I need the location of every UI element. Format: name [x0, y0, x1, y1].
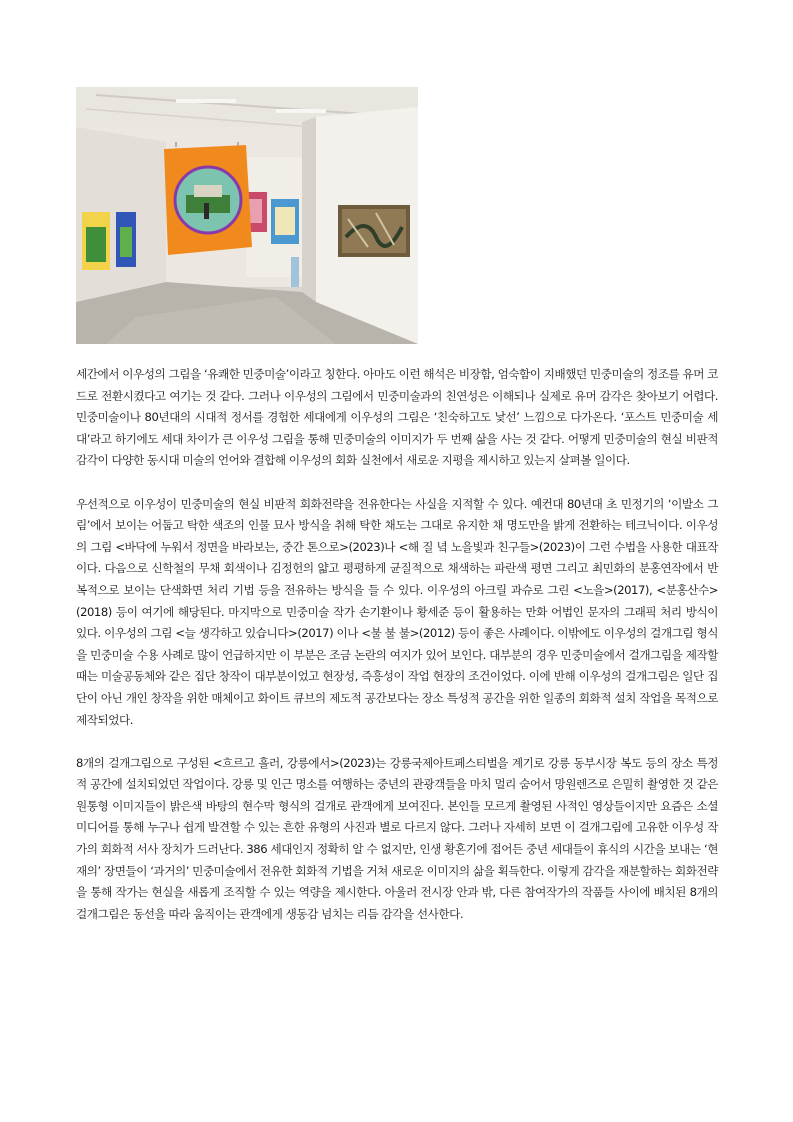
gallery-installation-illustration [76, 87, 418, 344]
paragraph-1: 세간에서 이우성의 그림을 ‘유쾌한 민중미술’이라고 칭한다. 아마도 이런 해석은 비장함, 엄숙함이 지배했던 민중미술의 정조를 유머 코드로 전환시켰다고 여기는 것 같다. 그러나 이우성의 그림에서 민중미술과의 친연성은 이해되나 실제로 유머 감각은 찾아보기 어렵다. 민중미술이나 80년대의 시대적 정서를 경험한 세대에게 이우성의 그림은 ‘친숙하고도 낯선’ 느낌으로 다가온다. ‘포스트 민중미술 세대’라고 하기에도 세대 차이가 큰 이우성 그림을 통해 민중미술의 이미지가 두 번째 삶을 사는 것 같다. 어떻게 민중미술의 현실 비판적 감각이 다양한 동시대 미술의 언어와 결합해 이우성의 회화 실천에서 새로운 지평을 제시하고 있는지 살펴볼 일이다. [76, 367, 718, 468]
paragraph-3: 8개의 걸개그림으로 구성된 <흐르고 흘러, 강릉에서>(2023)는 강릉국제아트페스티벌을 계기로 강릉 동부시장 복도 등의 장소 특정적 공간에 설치되었던 작업이다. 강릉 및 인근 명소를 여행하는 중년의 관광객들을 마치 멀리 숨어서 망원렌즈로 은밀히 촬영한 것 같은 원통형 이미지들이 밝은색 바탕의 현수막 형식의 걸개로 관객에게 보여진다. 본인들 모르게 촬영된 사적인 영상들이지만 요즘은 소셜미디어를 통해 누구나 쉽게 발견할 수 있는 흔한 유형의 사진과 별로 다르지 않다. 그러나 자세히 보면 이 걸개그림에 고유한 이우성 작가의 회화적 서사 장치가 드러난다. 386 세대인지 정확히 알 수 없지만, 인생 황혼기에 접어든 중년 세대들이 휴식의 시간을 보내는 ‘현재의’ 장면들이 ‘과거의’ 민중미술에서 전유한 회화적 기법을 거쳐 새로운 이미지의 삶을 획득한다. 이렇게 감각을 재분할하는 회화전략을 통해 작가는 현실을 새롭게 조직할 수 있는 역량을 제시한다. 아울러 전시장 안과 밖, 다른 참여작가의 작품들 사이에 배치된 8개의 걸개그림은 동선을 따라 움직이는 관객에게 생동감 넘치는 리듬 감각을 선사한다. [76, 755, 718, 921]
article-body [76, 364, 718, 947]
exhibition-photo [76, 87, 418, 344]
paragraph-2: 우선적으로 이우성이 민중미술의 현실 비판적 회화전략을 전유한다는 사실을 지적할 수 있다. 예컨대 80년대 초 민정기의 ‘이발소 그림’에서 보이는 어둡고 탁한 색조의 인물 묘사 방식을 취해 탁한 채도는 그대로 유지한 채 명도만을 밝게 전환하는 테크닉이다. 이우성의 그림 <바닥에 누워서 정면을 바라보는, 중간 톤으로>(2023)나 <해 질 녘 노을빛과 친구들>(2023)이 그런 수법을 사용한 대표작이다. 다음으로 신학철의 무채 회색이나 김정헌의 얇고 평평하게 균질적으로 채색하는 파란색 평면 그리고 최민화의 분홍연작에서 반복적으로 보이는 단색화면 처리 기법 등을 전유하는 방식을 들 수 있다. 이우성의 아크릴 과슈로 그린 <노을>(2017), <분홍산수>(2018) 등이 여기에 해당된다. 마지막으로 민중미술 작가 손기환이나 황세준 등이 활용하는 만화 어법인 문자의 그래픽 처리 방식이 있다. 이우성의 그림 <늘 생각하고 있습니다>(2017) 이나 <불 불 불>(2012) 등이 좋은 사례이다. 이밖에도 이우성의 걸개그림 형식을 민중미술 수용 사례로 많이 언급하지만 이 부분은 조금 논란의 여지가 있어 보인다. 대부분의 경우 민중미술에서 걸개그림을 제작할 때는 미술공동체와 같은 집단 창작이 대부분이었고 현장성, 즉흥성이 작업 현장의 조건이었다. 이에 반해 이우성의 걸개그림은 일단 집단이 아닌 개인 창작을 위한 매체이고 화이트 큐브의 제도적 공간보다는 장소 특성적 공간을 위한 일종의 회화적 설치 작업을 목적으로 제작되었다. [76, 496, 718, 727]
